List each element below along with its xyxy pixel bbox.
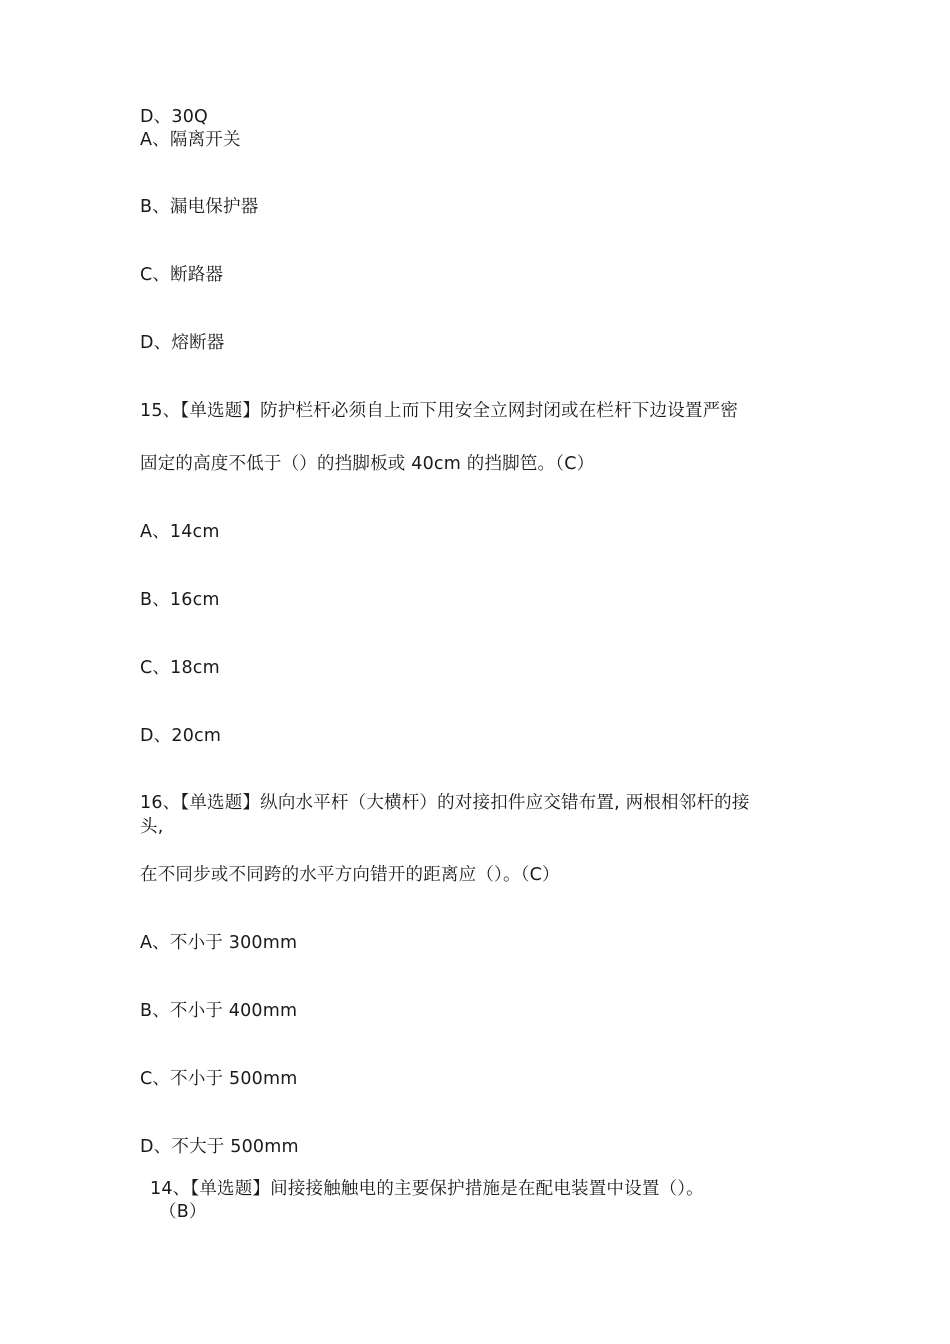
option-line: A、不小于 300mm <box>140 933 298 953</box>
option-line: D、熔断器 <box>140 333 225 353</box>
option-line: D、不大于 500mm <box>140 1137 299 1157</box>
question-text: 15、【单选题】防护栏杆必须自上而下用安全立网封闭或在栏杆下边设置严密 <box>140 401 739 421</box>
question-text: 在不同步或不同跨的水平方向错开的距离应（）。（C） <box>140 865 560 885</box>
question-answer: （B） <box>159 1202 207 1222</box>
option-line: C、不小于 500mm <box>140 1069 298 1089</box>
option-line: A、隔离开关 <box>140 130 241 150</box>
question-text: 固定的高度不低于（）的挡脚板或 40cm 的挡脚笆。（C） <box>140 454 595 474</box>
option-line: A、14cm <box>140 522 220 542</box>
question-text: 16、【单选题】纵向水平杆（大横杆）的对接扣件应交错布置, 两根相邻杆的接 <box>140 793 750 813</box>
option-line: C、断路器 <box>140 265 224 285</box>
option-line: B、16cm <box>140 590 220 610</box>
option-line: D、20cm <box>140 726 222 746</box>
option-line: B、漏电保护器 <box>140 197 259 217</box>
option-line: D、30Q <box>140 107 209 127</box>
option-line: B、不小于 400mm <box>140 1001 298 1021</box>
question-text: 头, <box>140 817 164 837</box>
question-text: 14、【单选题】间接接触触电的主要保护措施是在配电装置中设置（）。 <box>150 1179 704 1199</box>
option-line: C、18cm <box>140 658 220 678</box>
